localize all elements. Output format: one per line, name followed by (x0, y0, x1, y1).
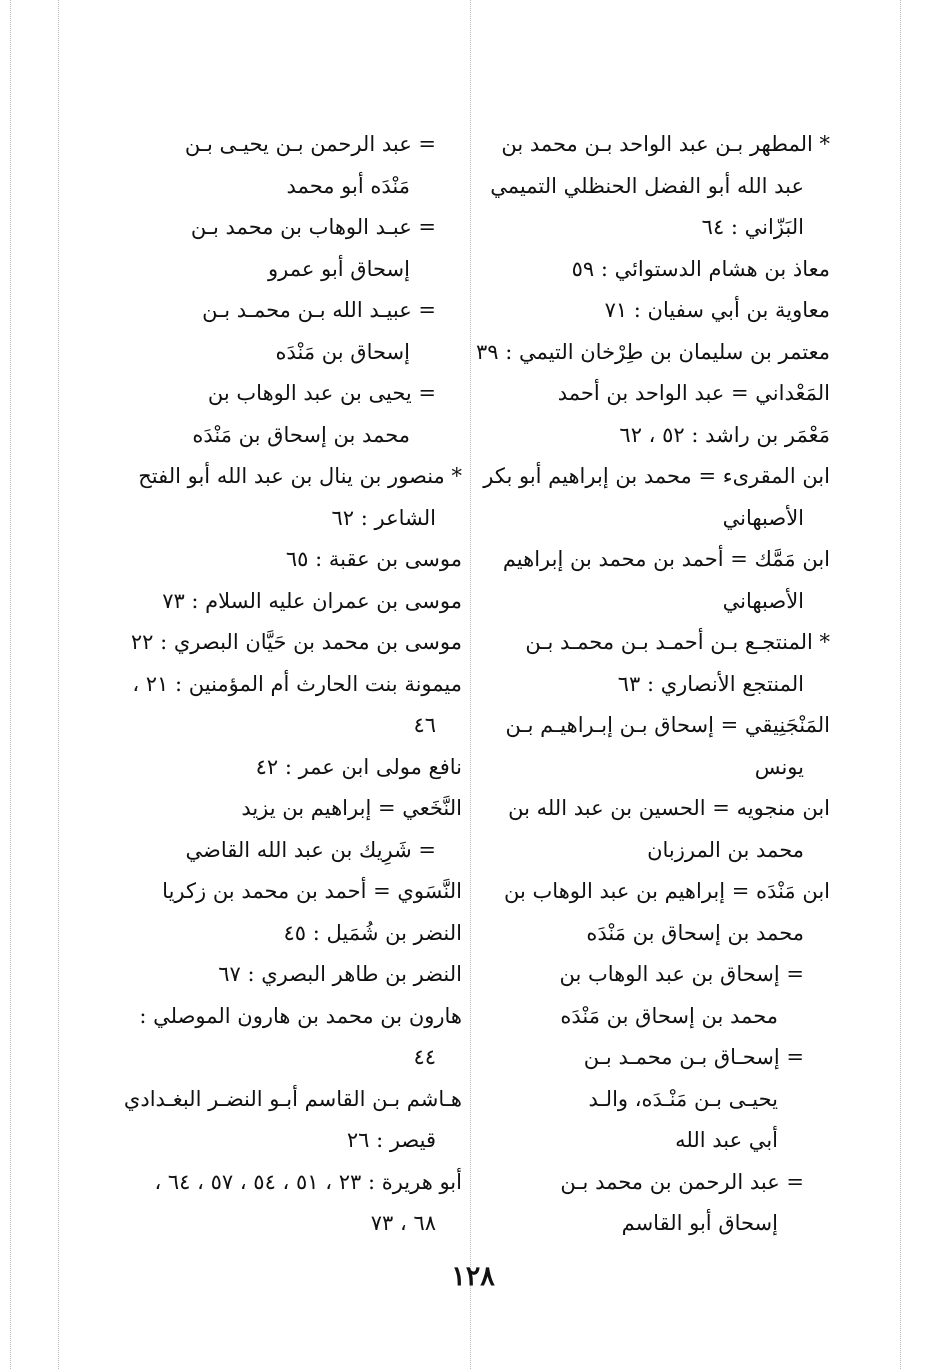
index-entry (485, 456, 830, 539)
entry-continuation: المنتجع الأنصاري : ٦٣ (617, 671, 804, 696)
entry-heading: نافع مولى ابن عمر : ٤٢ (255, 754, 462, 779)
entry-heading: * المنتجـع بـن أحمـد بـن محمـد بـن (525, 630, 830, 654)
entry-heading: النَّخَعي = إبراهيم بن يزيد (241, 796, 462, 820)
entry-heading: * المطهر بـن عبد الواحد بـن محمد بن (501, 132, 830, 156)
index-entry (97, 996, 462, 1079)
page-number: ١٢٨ (451, 1261, 495, 1292)
margin-guide (470, 0, 471, 1369)
entry-heading: = عبـد الوهاب بن محمد بـن (190, 215, 436, 239)
entry-heading: أبو هريرة : ٢٣ ، ٥١ ، ٥٤ ، ٥٧ ، ٦٤ ، (154, 1169, 462, 1194)
entry-continuation: عبد الله أبو الفضل الحنظلي التميمي (490, 173, 804, 198)
index-entry (97, 1079, 462, 1162)
index-entry (476, 332, 830, 374)
index-entry (97, 581, 462, 623)
index-column-left (97, 124, 462, 1245)
index-entry (97, 954, 462, 996)
entry-heading: ابن المقرىء = محمد بن إبراهيم أبو بكر (483, 464, 830, 488)
entry-heading: النضر بن طاهر البصري : ٦٧ (218, 962, 462, 986)
entry-heading: هارون بن محمد بن هارون الموصلي : (139, 1003, 462, 1028)
entry-continuation: محمد بن المرزبان (647, 837, 804, 862)
index-entry (97, 913, 462, 955)
index-entry (485, 1037, 830, 1162)
entry-continuation: ٦٨ ، ٧٣ (370, 1211, 436, 1235)
entry-heading: المَنْجَنِيقي = إسحاق بـن إبـراهيـم بـن (505, 713, 830, 737)
index-entry (485, 249, 830, 291)
index-entry (485, 954, 830, 1037)
entry-continuation: محمد بن إسحاق بن مَنْدَه (560, 1003, 778, 1028)
entry-heading: = يحيى بن عبد الوهاب بن (207, 381, 436, 405)
index-entry (97, 456, 462, 539)
entry-continuation: البَزّاني : ٦٤ (701, 215, 804, 239)
entry-heading: = عبد الرحمن بن محمد بـن (560, 1169, 804, 1194)
index-entry (485, 622, 830, 705)
index-entry (97, 373, 462, 456)
entry-continuation: يونس (754, 754, 804, 779)
entry-heading: معاوية بن أبي سفيان : ٧١ (604, 298, 830, 322)
margin-guide (10, 0, 11, 1369)
index-entry (97, 539, 462, 581)
entry-continuation: محمد بن إسحاق بن مَنْدَه (192, 422, 410, 447)
index-entry (485, 871, 830, 954)
margin-guide (58, 0, 59, 1369)
index-entry (485, 705, 830, 788)
margin-guide (900, 0, 901, 1369)
entry-continuation: أبي عبد الله (675, 1128, 778, 1152)
entry-continuation: محمد بن إسحاق بن مَنْدَه (586, 920, 804, 945)
entry-continuation: الشاعر : ٦٢ (331, 505, 436, 530)
index-entry (485, 290, 830, 332)
index-entry (97, 830, 462, 872)
index-entry (485, 415, 830, 457)
entry-continuation: الأصبهاني (722, 588, 804, 613)
entry-heading: معتمر بن سليمان بن طِرْخان التيمي : ٣٩ (476, 339, 830, 364)
entry-heading: = إسحـاق بـن محمـد بـن (583, 1045, 804, 1069)
index-entry (97, 871, 462, 913)
index-entry (97, 124, 462, 207)
index-entry (485, 788, 830, 871)
index-entry (97, 207, 462, 290)
entry-continuation: مَنْدَه أبو محمد (286, 173, 410, 198)
index-entry (485, 124, 830, 249)
entry-heading: = عبد الرحمن بـن يحيـى بـن (184, 132, 436, 156)
entry-continuation: يحيـى بـن مَنْـدَه، والـد (588, 1086, 778, 1111)
index-entry (97, 664, 462, 747)
entry-continuation: إسحاق أبو عمرو (268, 256, 410, 281)
entry-continuation: ٤٦ (413, 713, 436, 737)
index-entry (97, 290, 462, 373)
entry-heading: ميمونة بنت الحارث أم المؤمنين : ٢١ ، (132, 671, 462, 696)
index-entry (97, 1162, 462, 1245)
index-entry (97, 788, 462, 830)
index-entry (485, 373, 830, 415)
entry-heading: = إسحاق بن عبد الوهاب بن (559, 962, 804, 986)
index-column-right (476, 124, 830, 1245)
entry-heading: مَعْمَر بن راشد : ٥٢ ، ٦٢ (619, 422, 830, 447)
entry-heading: ابن مَمَّك = أحمد بن محمد بن إبراهيم (502, 547, 830, 571)
entry-heading: * منصور بن ينال بن عبد الله أبو الفتح (138, 464, 462, 488)
entry-heading: ابن منجويه = الحسين بن عبد الله بن (508, 796, 830, 820)
entry-heading: ابن مَنْدَه = إبراهيم بن عبد الوهاب بن (504, 879, 830, 903)
entry-continuation: قيصر : ٢٦ (346, 1128, 436, 1152)
entry-heading: = شَرِيك بن عبد الله القاضي (185, 837, 436, 862)
entry-heading: موسى بن عمران عليه السلام : ٧٣ (162, 588, 462, 613)
entry-continuation: إسحاق بن مَنْدَه (275, 339, 410, 364)
index-entry (485, 539, 830, 622)
entry-heading: النَّسَوي = أحمد بن محمد بن زكريا (162, 879, 462, 903)
entry-continuation: الأصبهاني (722, 505, 804, 530)
entry-heading: النضر بن شُمَيل : ٤٥ (283, 920, 462, 945)
entry-heading: = عبيـد الله بـن محمـد بـن (202, 298, 436, 322)
entry-heading: المَعْداني = عبد الواحد بن أحمد (557, 381, 830, 405)
entry-continuation: ٤٤ (413, 1045, 436, 1069)
entry-continuation: إسحاق أبو القاسم (621, 1211, 778, 1235)
index-entry (97, 747, 462, 789)
entry-heading: موسى بن محمد بن حَيَّان البصري : ٢٢ (130, 630, 462, 654)
index-entry (97, 622, 462, 664)
index-entry (485, 1162, 830, 1245)
entry-heading: معاذ بن هشام الدستوائي : ٥٩ (571, 256, 830, 281)
entry-heading: موسى بن عقبة : ٦٥ (285, 547, 462, 571)
entry-heading: هـاشم بـن القاسم أبـو النضـر البغـدادي (123, 1086, 462, 1111)
